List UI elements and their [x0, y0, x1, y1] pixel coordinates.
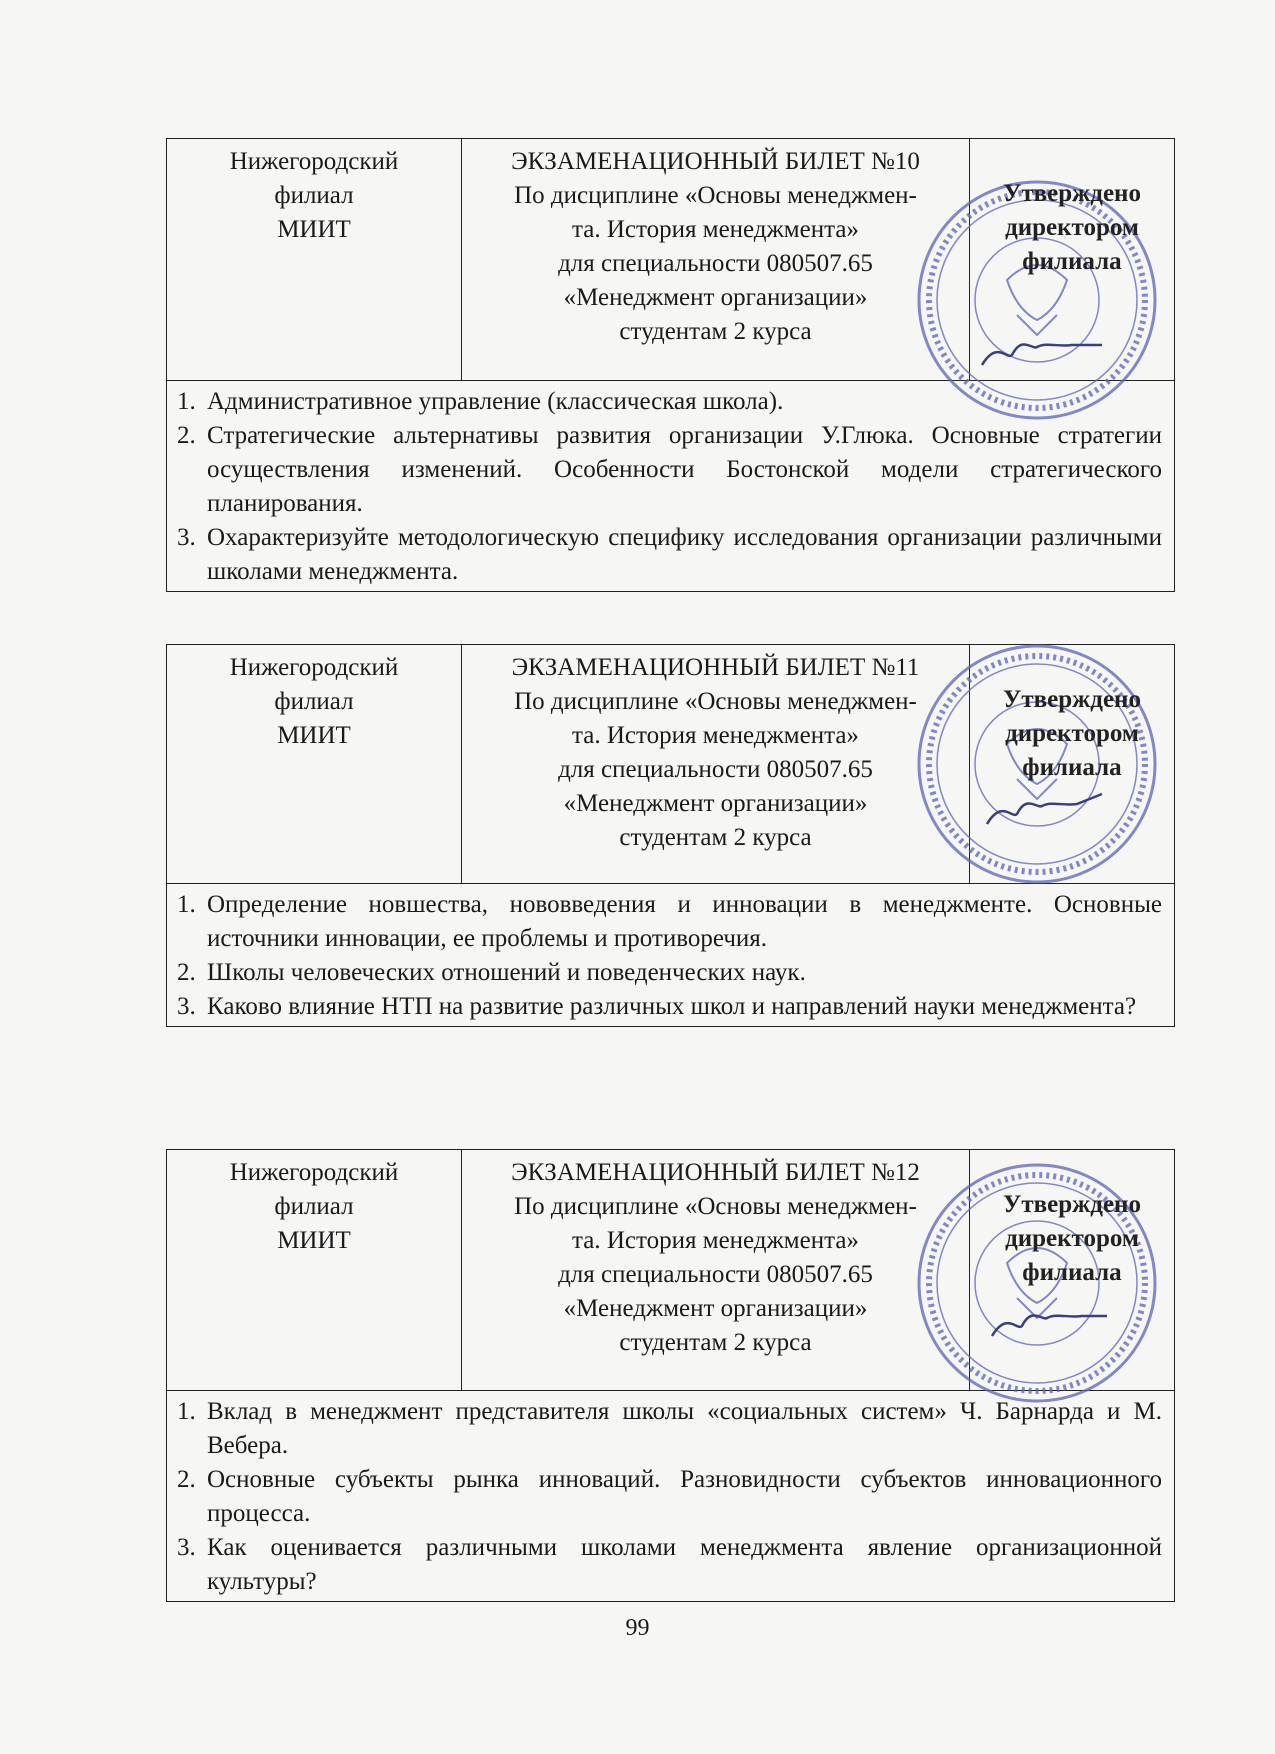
title-cell — [462, 1150, 970, 1391]
title-line: студентам 2 курса — [619, 824, 812, 851]
approval-line: Утверждено — [1003, 180, 1141, 207]
approval-line: Утверждено — [1003, 686, 1141, 713]
exam-ticket-11 — [166, 644, 1175, 1027]
approval-line: директором — [1005, 720, 1139, 747]
org-cell — [167, 645, 462, 884]
question-item — [177, 1463, 1162, 1531]
ticket-header — [167, 1150, 1175, 1391]
page-number: 99 — [625, 1615, 650, 1641]
approval-line: Утверждено — [1003, 1191, 1141, 1218]
org-cell — [167, 139, 462, 381]
org-line: МИИТ — [277, 1227, 351, 1254]
ticket-questions — [167, 884, 1175, 1027]
question-text: Как оценивается различными школами менеджмента явление организационной культуры? — [207, 1534, 1162, 1595]
questions-cell — [167, 1391, 1175, 1602]
org-line: Нижегородский — [229, 654, 399, 681]
org-line: МИИТ — [277, 216, 351, 243]
exam-ticket-10 — [166, 138, 1175, 592]
ticket-header — [167, 139, 1175, 381]
title-line: По дисциплине «Основы менеджмен- — [514, 1193, 917, 1220]
question-text: Каково влияние НТП на развитие различных школ и направлений науки менеджмента? — [207, 993, 1137, 1020]
org-line: Нижегородский — [229, 1159, 399, 1186]
approval-line: директором — [1005, 214, 1139, 241]
approval-line: филиала — [1022, 248, 1122, 275]
question-text: Охарактеризуйте методологическую специфику исследования организации различными школами менеджмента. — [207, 524, 1162, 585]
approval-line: филиала — [1022, 754, 1122, 781]
ticket-title: ЭКЗАМЕНАЦИОННЫЙ БИЛЕТ №12 — [511, 1159, 920, 1186]
approval-cell — [970, 1150, 1175, 1391]
approval-cell — [970, 645, 1175, 884]
title-line: та. История менеджмента» — [572, 216, 859, 243]
ticket-questions — [167, 1391, 1175, 1602]
ticket-questions — [167, 381, 1175, 592]
question-item — [177, 1395, 1162, 1463]
org-line: филиал — [274, 182, 354, 209]
questions-cell — [167, 884, 1175, 1027]
question-item — [177, 521, 1162, 589]
ticket-title: ЭКЗАМЕНАЦИОННЫЙ БИЛЕТ №11 — [511, 654, 920, 681]
title-cell — [462, 645, 970, 884]
title-line: «Менеджмент организации» — [563, 284, 868, 311]
approval-line: директором — [1005, 1225, 1139, 1252]
question-number: 3. — [177, 1534, 196, 1561]
question-text: Вклад в менеджмент представителя школы «социальных систем» Ч. Барнарда и М. Вебера. — [207, 1398, 1162, 1459]
title-line: та. История менеджмента» — [572, 1227, 859, 1254]
ticket-title: ЭКЗАМЕНАЦИОННЫЙ БИЛЕТ №10 — [511, 148, 920, 175]
question-number: 2. — [177, 422, 196, 449]
title-line: для специальности 080507.65 — [558, 1261, 873, 1288]
question-number: 1. — [177, 388, 196, 415]
question-item — [177, 990, 1162, 1024]
question-item — [177, 385, 1162, 419]
title-line: студентам 2 курса — [619, 318, 812, 345]
exam-ticket-12 — [166, 1149, 1175, 1602]
question-number: 1. — [177, 1398, 196, 1425]
title-line: та. История менеджмента» — [572, 722, 859, 749]
question-item — [177, 956, 1162, 990]
title-line: «Менеджмент организации» — [563, 790, 868, 817]
title-line: для специальности 080507.65 — [558, 250, 873, 277]
question-text: Стратегические альтернативы развития организации У.Глюка. Основные стратегии осуществления изменений. Особенности Бостонской модели стратегического планирования. — [207, 422, 1162, 517]
question-number: 3. — [177, 993, 196, 1020]
org-line: филиал — [274, 1193, 354, 1220]
question-item — [177, 888, 1162, 956]
title-cell — [462, 139, 970, 381]
approval-line: филиала — [1022, 1259, 1122, 1286]
question-number: 2. — [177, 1466, 196, 1493]
ticket-header — [167, 645, 1175, 884]
title-line: для специальности 080507.65 — [558, 756, 873, 783]
question-text: Административное управление (классическая школа). — [207, 388, 784, 415]
question-number: 1. — [177, 891, 196, 918]
question-text: Определение новшества, нововведения и инновации в менеджменте. Основные источники инновации, ее проблемы и противоречия. — [207, 891, 1162, 952]
questions-cell — [167, 381, 1175, 592]
question-text: Основные субъекты рынка инноваций. Разновидности субъектов инновационного процесса. — [207, 1466, 1162, 1527]
question-number: 2. — [177, 959, 196, 986]
title-line: «Менеджмент организации» — [563, 1295, 868, 1322]
org-line: Нижегородский — [229, 148, 399, 175]
question-number: 3. — [177, 524, 196, 551]
approval-cell — [970, 139, 1175, 381]
question-item — [177, 419, 1162, 521]
question-text: Школы человеческих отношений и поведенческих наук. — [207, 959, 806, 986]
question-item — [177, 1531, 1162, 1599]
title-line: По дисциплине «Основы менеджмен- — [514, 182, 917, 209]
org-line: МИИТ — [277, 722, 351, 749]
title-line: студентам 2 курса — [619, 1329, 812, 1356]
title-line: По дисциплине «Основы менеджмен- — [514, 688, 917, 715]
org-line: филиал — [274, 688, 354, 715]
org-cell — [167, 1150, 462, 1391]
